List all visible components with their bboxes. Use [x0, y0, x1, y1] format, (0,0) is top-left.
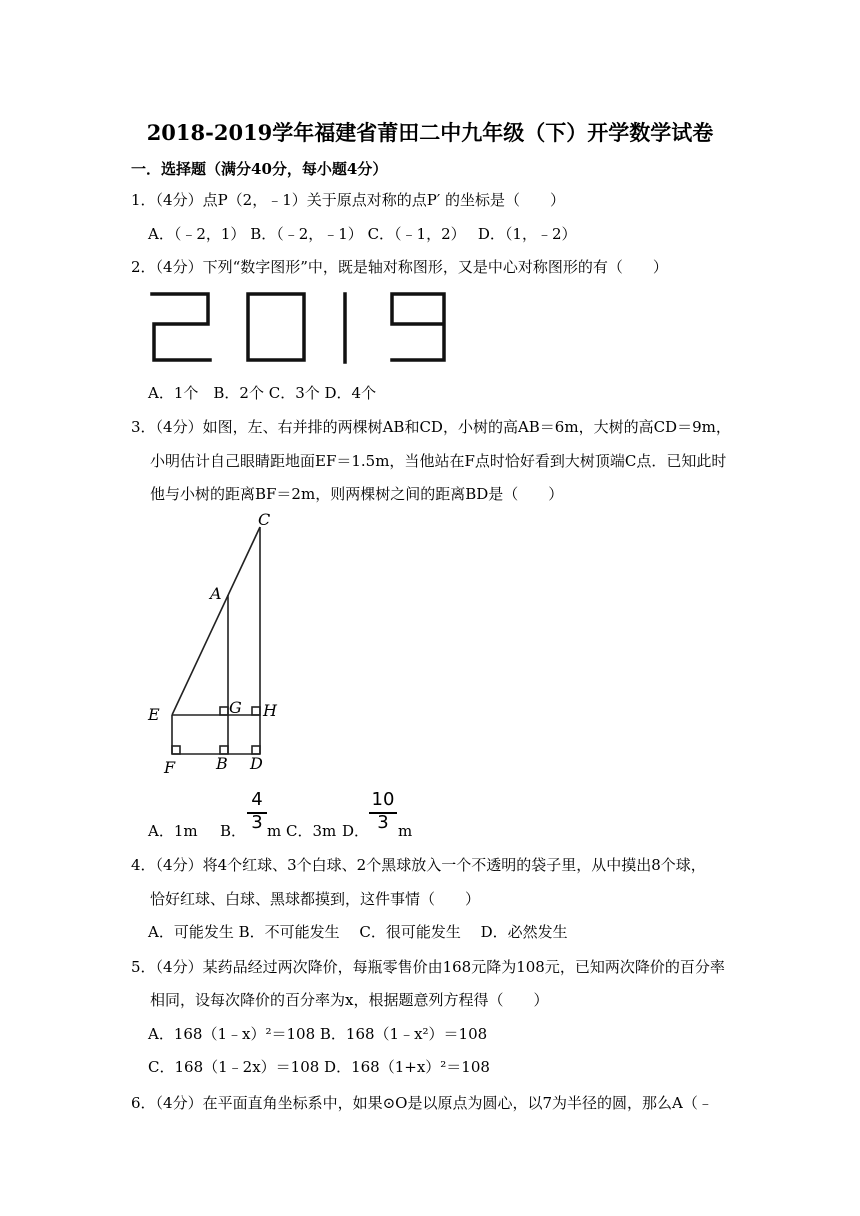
right-angle-g	[220, 707, 228, 715]
question-4-options: A．可能发生 B．不可能发生 C．很可能发生 D．必然发生	[148, 923, 568, 941]
question-5-line-2: 相同，设每次降价的百分率为x，根据题意列方程得（ ）	[150, 991, 549, 1009]
right-angle-f	[172, 746, 180, 754]
question-5-options-cd: C．168（1﹣2x）＝108 D．168（1+x）²＝108	[148, 1058, 490, 1076]
question-2-stem: 2．（4分）下列“数字图形”中，既是轴对称图形，又是中心对称图形的有（ ）	[131, 258, 668, 276]
question-3-line-2: 小明估计自己眼睛距地面EF＝1.5m，当他站在F点时恰好看到大树顶端C点．已知此时	[150, 452, 727, 470]
label-g: G	[229, 698, 242, 717]
question-6-line-1: 6．（4分）在平面直角坐标系中，如果⊙O是以原点为圆心，以7为半径的圆，那么A（﹣	[131, 1094, 713, 1112]
digit-2-shape	[152, 294, 210, 360]
question-4-line-1: 4．（4分）将4个红球、3个白球、2个黑球放入一个不透明的袋子里，从中摸出8个球，	[131, 856, 706, 874]
question-2-options: A．1个 B．2个 C．3个 D．4个	[148, 384, 377, 402]
question-4-line-2: 恰好红球、白球、黑球都摸到，这件事情（ ）	[150, 890, 481, 908]
label-a: A	[210, 584, 222, 603]
fraction-d-denominator: 3	[377, 812, 389, 833]
label-c: C	[258, 510, 271, 529]
question-3-option-b-label: B．	[220, 822, 247, 840]
question-5-line-1: 5．（4分）某药品经过两次降价，每瓶零售价由168元降为108元，已知两次降价的百分率	[131, 958, 725, 976]
label-f: F	[164, 758, 176, 777]
digit-0-shape	[248, 294, 304, 360]
digit-9-shape	[392, 294, 444, 360]
question-3-line-1: 3．（4分）如图，左、右并排的两棵树AB和CD，小树的高AB＝6m，大树的高CD＝9m，	[131, 418, 731, 436]
question-1-options: A．（﹣2，1） B．（﹣2，﹣1） C．（﹣1，2） D．（1，﹣2）	[148, 225, 577, 243]
question-3-option-b-unit-and-c: m C．3m	[267, 822, 337, 840]
label-b: B	[216, 754, 228, 773]
question-3-option-d-unit: m	[398, 822, 413, 840]
section-heading: 一．选择题（满分40分，每小题4分）	[131, 160, 388, 178]
tree-geometry-figure	[140, 505, 300, 780]
label-d: D	[250, 754, 263, 773]
question-5-options-ab: A．168（1﹣x）²＝108 B．168（1﹣x²）＝108	[148, 1025, 488, 1043]
question-3-line-3: 他与小树的距离BF＝2m，则两棵树之间的距离BD是（ ）	[150, 485, 564, 503]
page-title: 2018-2019学年福建省莆田二中九年级（下）开学数学试卷	[146, 120, 714, 145]
digit-figure-2019	[148, 290, 448, 366]
label-e: E	[148, 705, 160, 724]
fraction-d-numerator: 10	[371, 789, 395, 810]
right-angle-d	[252, 746, 260, 754]
fraction-b-denominator: 3	[251, 812, 263, 833]
right-angle-b	[220, 746, 228, 754]
line-ec	[172, 527, 260, 715]
right-angle-h	[252, 707, 260, 715]
fraction-b-numerator: 4	[251, 789, 263, 810]
question-3-option-a: A．1m	[148, 822, 198, 840]
label-h: H	[263, 701, 277, 720]
question-3-option-d-label: D．	[342, 822, 370, 840]
question-1-stem: 1．（4分）点P（2，﹣1）关于原点对称的点P′ 的坐标是（ ）	[131, 191, 566, 209]
